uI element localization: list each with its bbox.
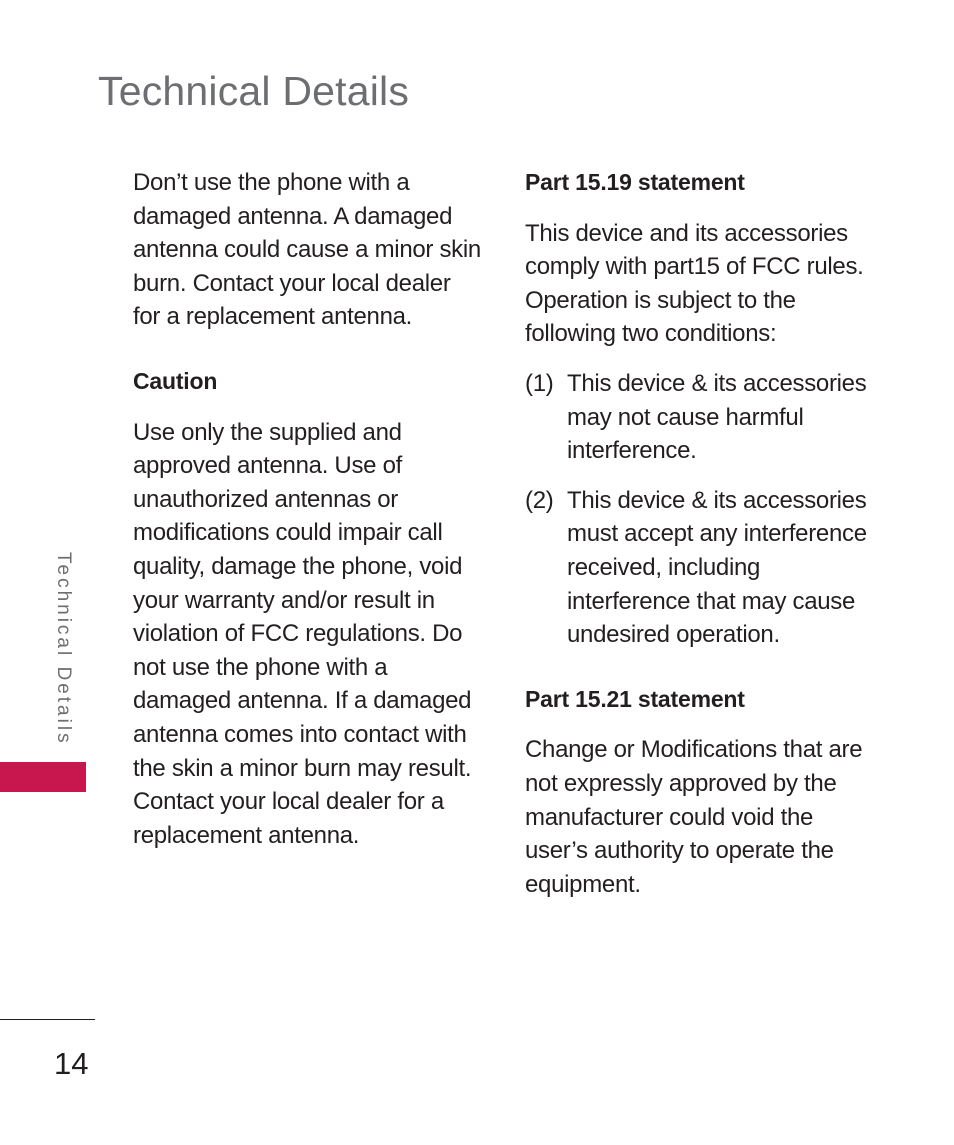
part-15-19-heading: Part 15.19 statement xyxy=(525,169,745,195)
condition-1 xyxy=(525,367,877,468)
caution-heading: Caution xyxy=(133,367,218,394)
part-15-19-paragraph xyxy=(525,217,877,351)
caution-line: your warranty and/or result in xyxy=(133,586,435,614)
part-15-21-line: not expressly approved by the xyxy=(525,769,837,797)
side-tab-label: Technical Details xyxy=(53,552,74,746)
caution-line: unauthorized antennas or xyxy=(133,485,399,513)
condition-line: interference that may cause xyxy=(567,587,856,615)
condition-line: may not cause harmful xyxy=(567,403,804,431)
part-15-21-line: user’s authority to operate the xyxy=(525,837,834,865)
part-15-21-heading: Part 15.21 statement xyxy=(525,685,745,712)
condition-line: must accept any interference xyxy=(567,520,867,548)
antenna-warning-line: antenna could cause a minor skin xyxy=(133,236,481,264)
part-15-19-line: This device and its accessories xyxy=(525,219,848,247)
caution-line: Contact your local dealer for a xyxy=(133,788,444,816)
condition-line: This device & its accessories xyxy=(567,369,867,397)
part-15-19-line: comply with part15 of FCC rules. xyxy=(525,253,864,281)
caution-paragraph xyxy=(133,416,485,853)
condition-line: undesired operation. xyxy=(567,621,780,649)
condition-line: interference. xyxy=(567,437,697,465)
part-15-21-line: equipment. xyxy=(525,870,641,898)
caution-line: approved antenna. Use of xyxy=(133,452,402,480)
part-15-19-line: following two conditions: xyxy=(525,320,777,348)
antenna-warning-line: for a replacement antenna. xyxy=(133,303,413,331)
caution-line: violation of FCC regulations. Do xyxy=(133,620,463,648)
condition-line: This device & its accessories xyxy=(567,486,867,514)
antenna-warning-line: burn. Contact your local dealer xyxy=(133,269,451,297)
page-title: Technical Details xyxy=(98,68,410,114)
condition-2 xyxy=(525,484,877,652)
caution-line: quality, damage the phone, void xyxy=(133,552,463,580)
part-15-21-paragraph xyxy=(525,733,877,901)
left-column xyxy=(133,166,485,852)
antenna-warning-line: damaged antenna. A damaged xyxy=(133,202,453,230)
part-15-21-line: Change or Modifications that are xyxy=(525,736,863,764)
side-tab-marker xyxy=(0,762,86,792)
condition-number: (2) xyxy=(525,486,554,514)
caution-line: modifications could impair call xyxy=(133,519,443,547)
caution-line: Use only the supplied and xyxy=(133,418,402,446)
part-15-19-line: Operation is subject to the xyxy=(525,286,796,314)
footer-divider xyxy=(0,1019,95,1020)
caution-line: replacement antenna. xyxy=(133,821,360,849)
condition-number: (1) xyxy=(525,369,554,397)
part-15-21-line: manufacturer could void the xyxy=(525,803,814,831)
antenna-warning-line: Don’t use the phone with a xyxy=(133,169,410,196)
side-tab xyxy=(52,552,82,752)
antenna-warning-paragraph xyxy=(133,166,485,334)
condition-line: received, including xyxy=(567,553,761,581)
page-number: 14 xyxy=(54,1046,89,1081)
caution-line: antenna comes into contact with xyxy=(133,720,467,748)
caution-line: not use the phone with a xyxy=(133,653,388,681)
caution-line: the skin a minor burn may result. xyxy=(133,754,472,782)
caution-line: damaged antenna. If a damaged xyxy=(133,687,472,715)
right-column xyxy=(525,166,877,901)
